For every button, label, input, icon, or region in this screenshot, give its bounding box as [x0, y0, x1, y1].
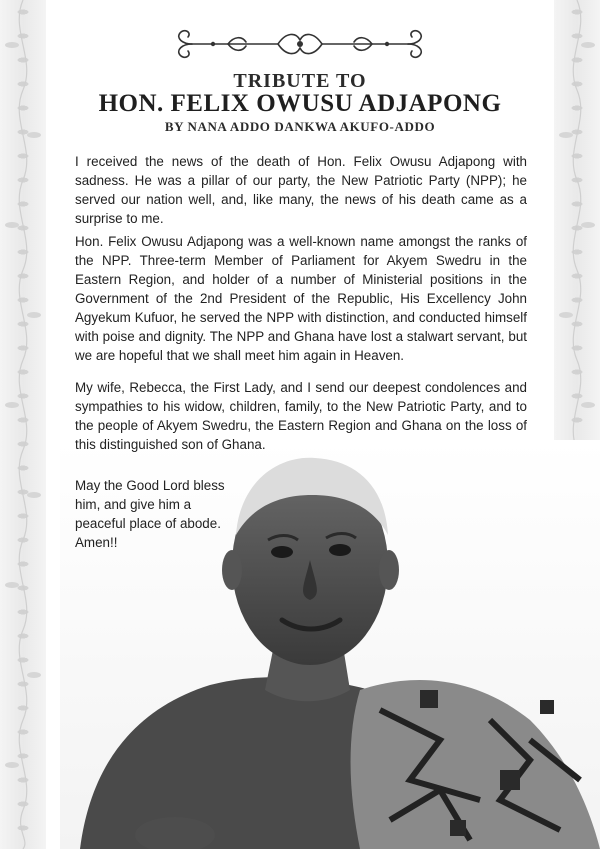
- tribute-heading: TRIBUTE TO: [233, 70, 367, 92]
- paragraph-3: My wife, Rebecca, the First Lady, and I send our deepest condolences and sympathies to his widow, children, family, to the New Patriotic Party, and to the people of Akyem Swedru, the Eastern Region and Ghana on the loss of this distinguished son of Ghana.: [75, 380, 527, 452]
- paragraph-2: Hon. Felix Owusu Adjapong was a well-known name amongst the ranks of the NPP. Three-term Member of Parliament for Akyem Swedru in the Eastern Region, and holder of a number of Ministerial positions in the Government of the 2nd President of the Republic, His Excellency John Agyekum Kufuor, he served the NPP with distinction, and conducted himself with poise and dignity. The NPP and Ghana have lost a stalwart servant, but we are hopeful that we shall meet him again in Heaven.: [75, 234, 527, 363]
- paragraph-4-blessing: May the Good Lord bless him, and give him a peaceful place of abode. Amen!!: [75, 478, 225, 550]
- byline: BY NANA ADDO DANKWA AKUFO-ADDO: [164, 119, 436, 134]
- paragraph-1: I received the news of the death of Hon. Felix Owusu Adjapong with sadness. He was a pillar of our party, the New Patriotic Party (NPP); he served our nation well, and, like many, the news of his death came as a surprise to me.: [75, 154, 527, 226]
- honoree-name: HON. FELIX OWUSU ADJAPONG: [98, 90, 502, 117]
- scroll-ornament-icon: [168, 26, 432, 62]
